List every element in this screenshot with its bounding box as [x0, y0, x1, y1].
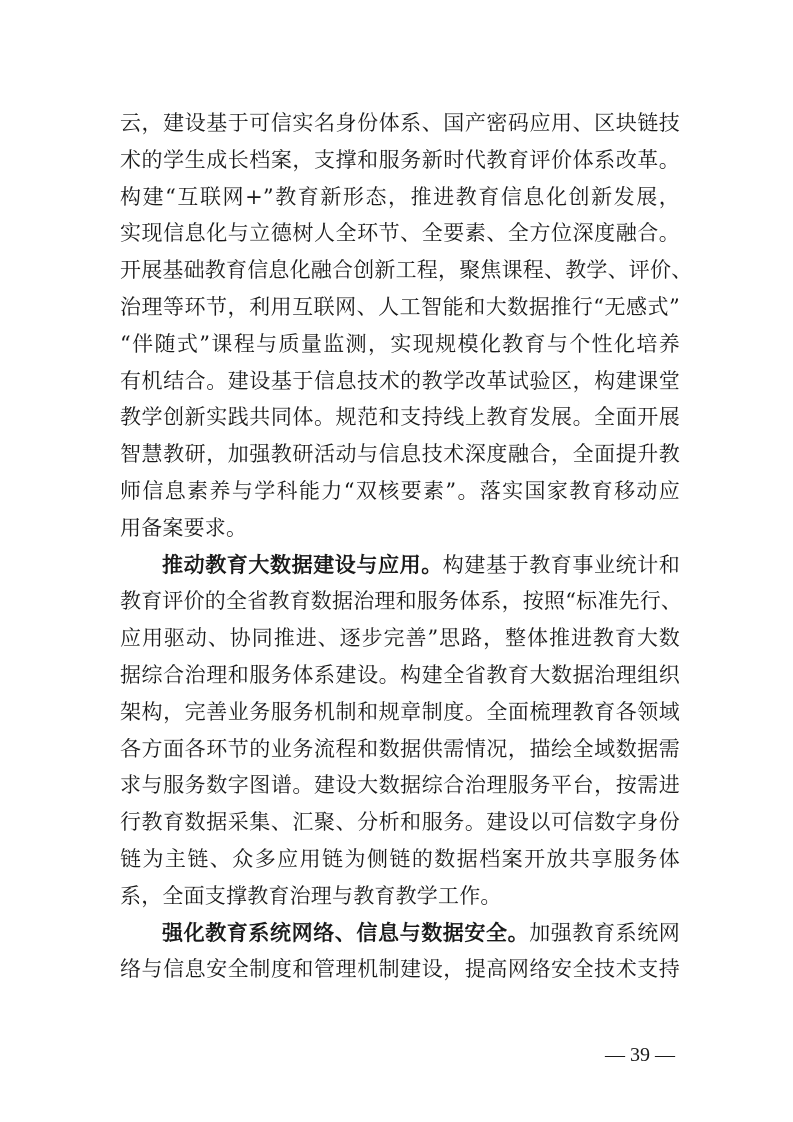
text-line: 求与服务数字图谱。建设大数据综合治理服务平台，按需进 [120, 773, 680, 798]
text-line: 智慧教研，加强教研活动与信息技术深度融合，全面提升教 [120, 442, 680, 467]
section-heading-line [120, 915, 680, 952]
text-line: 用备案要求。 [120, 515, 248, 540]
page-number: — 39 — [605, 1044, 675, 1066]
text-line: 据综合治理和服务体系建设。构建全省教育大数据治理组织 [120, 662, 680, 687]
text-line: 实现信息化与立德树人全环节、全要素、全方位深度融合。 [120, 221, 680, 246]
body-text [120, 105, 693, 988]
text-line: 各方面各环节的业务流程和数据供需情况，描绘全域数据需 [120, 736, 680, 761]
section-heading-line [120, 547, 680, 584]
text-line: 教育评价的全省教育数据治理和服务体系，按照“标准先行、 [120, 589, 683, 614]
text-line: 系，全面支撑教育治理与教育教学工作。 [120, 883, 502, 908]
text-line: 术的学生成长档案，支撑和服务新时代教育评价体系改革。 [120, 147, 680, 172]
text-line: 师信息素养与学科能力“双核要素”。落实国家教育移动应 [120, 478, 680, 503]
text-line: 架构，完善业务服务机制和规章制度。全面梳理教育各领域 [120, 699, 680, 724]
text-line: 络与信息安全制度和管理机制建设，提高网络安全技术支持 [120, 957, 680, 982]
text-line: 云，建设基于可信实名身份体系、国产密码应用、区块链技 [120, 111, 680, 135]
section-text: 加强教育系统网 [529, 920, 680, 945]
section-heading: 强化教育系统网络、信息与数据安全。 [162, 919, 530, 945]
text-line: 开展基础教育信息化融合创新工程，聚焦课程、教学、评价、 [120, 258, 693, 283]
text-line: 行教育数据采集、汇聚、分析和服务。建设以可信数字身份 [120, 810, 680, 835]
text-line: 治理等环节，利用互联网、人工智能和大数据推行“无感式” [120, 294, 680, 319]
text-line: 链为主链、众多应用链为侧链的数据档案开放共享服务体 [120, 846, 680, 871]
text-line: 教学创新实践共同体。规范和支持线上教育发展。全面开展 [120, 405, 680, 430]
section-text: 构建基于教育事业统计和 [442, 552, 680, 577]
text-line: 构建“互联网+”教育新形态，推进教育信息化创新发展， [120, 184, 680, 209]
text-line: 有机结合。建设基于信息技术的教学改革试验区，构建课堂 [120, 368, 680, 393]
text-line: “伴随式”课程与质量监测，实现规模化教育与个性化培养 [120, 331, 680, 356]
section-heading: 推动教育大数据建设与应用。 [162, 551, 443, 577]
text-line: 应用驱动、协同推进、逐步完善”思路，整体推进教育大数 [120, 626, 680, 651]
